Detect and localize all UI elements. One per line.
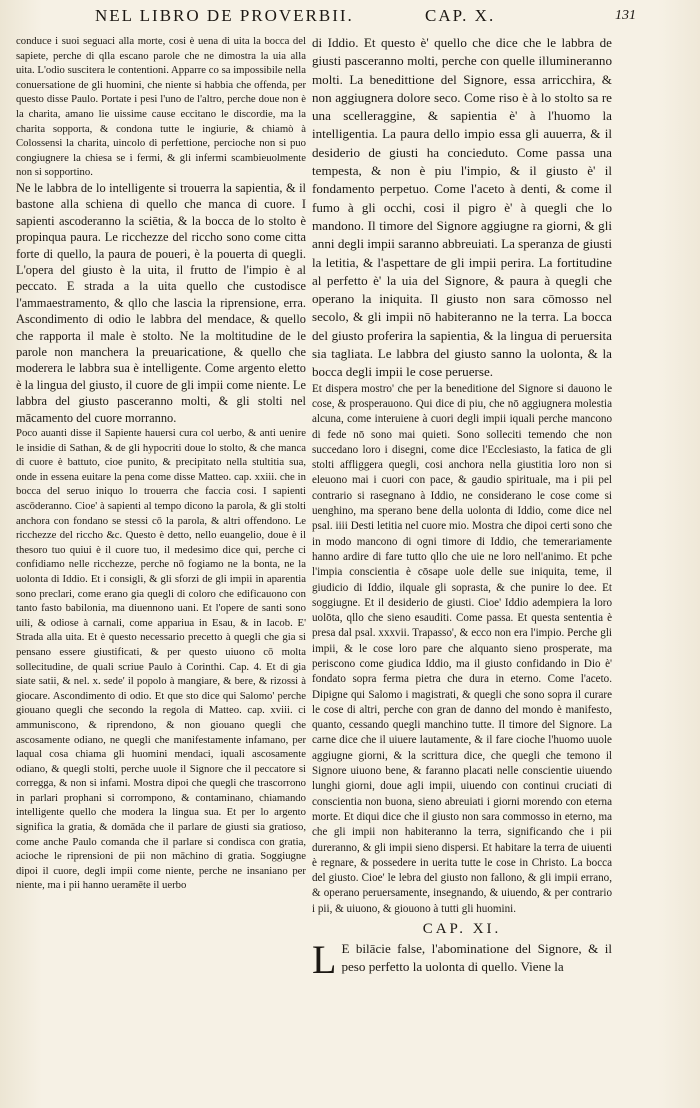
folio-number: 131: [615, 8, 636, 23]
running-title: NEL LIBRO DE PROVERBII.: [95, 6, 354, 25]
left-commentary-paragraph-2: Poco auanti disse il Sapiente hauersi cura col uerbo, & anti uenire le insidie di Sathan, & de gli hypocriti doue lo stolto, & che manca di cuore è battuto, cioe punito, & precipitato nella stultitia sua, onde in essena euitare la pena come disse Matteo. cap. xxiii. che in bocca del seruo iniquo lo trouerra che faccia cosi. I sapienti ascōderanno. Cioe' à sapienti al tempo dicono la parola, & gli stolti anchora con fondano se stessi cō la parola, & altri offendono. Le ricchezze del riccho &c. Questo è detto, nello euangelio, doue è il thesoro tuo quiui è il cuore tuo, il medesimo dice qui, perche ci confidiamo nelle ricchezze, perche nō fogiamo ne la bonta, ne la uolonta di Iddio. Et i consigli, & gli sforzi de gli impii in aparentia sono preclari, come erano gia quegli di coloro che edificauono con tanto fasto babilonia, ma diuennono uani. Et l'opere de santi sono uili, & odiose à carnali, come appariua in Esau, & in Iacob. E' Strada alla uita. Et è questo necessario precetto à quegli che gia si pensano essere giustificati, & per questo uiuono cō molta sollecitudine, de quali scriue Paulo à Corinthi. Cap. 4. Et di gia siate satii, & nel. x. sede' il popolo à mangiare, & bere, & rizossi à giocare. Ascondimento di odio. Et que sto dice qui Salomo' perche giouano quegli che secondo la regola di Matteo. cap. xviii. ci ammuniscono, & riprendono, & non giouano quegli che ascosamente odiano, ne quegli che manifestamente infamano, per laqual cosa chiama gli huomini mendaci, iquali ascosamente odiano, & quegli stolti, perche uuole il Signore che il peccatore si corregga, & non si infami. Mostra dipoi che quegli che trascorrono in parlari prophani si corrompono, & contaminano, chiamando intelligente quello che modera la lingua sua. Et per lo argento significa la gratia, & domāda che il parlare de giusti sia gratioso, come anche Paulo comanda che il parlare si condisca con gratia, acioche le riprensioni de pii non māchino di gratia. Soggiugne dipoi il cuore, degli impii come niente, perche ne insaniano per niente, ma i pii hanno ueramēte il uerbo: [16, 427, 306, 892]
right-column: [312, 34, 612, 1094]
left-scripture-paragraph: Ne le labbra de lo intelligente si trouerra la sapientia, & il bastone alla schiena di quello che manca di cuore. I sapienti ascoderanno la sciētia, & la bocca de lo stolto è propinqua paura. Le ricchezze del riccho sono come citta forte di quello, la paura de poueri, è la pouerta di quegli. L'opera del giusto è la uita, il frutto de l'impio è al peccato. E strada a la uita quello che custodisce l'ammaestramento, & qllo che lascia la riprensione, erra. Ascondimento di odio le labbra del mendace, & quello che rapporta il male è stolto. Ne la moltitudine de le parole non manchera la preuaricatione, & quello che moderera le labbra sua è intelligente. Come argento eletto è la lingua del giusto, il cuore de gli impii come niente. Le labbra del giusto pasceranno molti, & gli stolti nel mācamento del cuore morranno.: [16, 180, 306, 425]
left-commentary-paragraph-1: conduce i suoi seguaci alla morte, cosi è uena di uita la bocca del sapiete, perche di qlla escano parole che ne dimostra la uia alla uita. L'odio suscitera le contentioni. Apparre co sa impossibile nella conuersatione de gli huomini, che niente si habbia che offenda, per questo disse Paulo. Portate i pesi l'uno de l'altro, perche doue non è la charita, amano lie uissime cause eccitano le discordie, ma la charita sopporta, & condona tutte le ingiurie, & chiamò à Colossensi la charita, uincolo di perfettione, percioche non si puo congiugnere la chiesa se i fermi, & gli infermi scambieuolmente non si sopportino.: [16, 35, 306, 179]
left-column: [16, 34, 306, 1094]
chapter-heading: CAP. XI.: [422, 921, 502, 938]
drop-cap: L: [312, 937, 337, 983]
running-head: [95, 6, 636, 32]
right-scripture-paragraph: di Iddio. Et questo è' quello che dice che le labbra de giusti pasceranno molti, perche con quelle illumineranno molti. La benedittione del Signore, essa arricchira, & non aggiugnera dolore seco. Come riso è à lo stolto sa re una scelleraggine, & sapientia è' à l'huomo la intelligentia. La paura dello impio essa gli auuerra, & il desiderio de giusti ha concieduto. Come passa una tempesta, & non è piu l'impio, & il giusto è' il fondamento perpetuo. Come l'aceto à denti, & come il fumo à gli occhi, cosi il pigro è' à quegli che lo mandono. Il timore del Signore aggiugne ra giorni, & gli anni degli impii saranno abbreuiati. La speranza de giusti la letitia, & l'aspettare de gli impii perira. La fortitudine al perfetto è' la uia del Signore, & paura à quegli che operano la iniquita. Il giusto non sara cōmosso nel secolo, & gli impii nō habiteranno ne la terra. La bocca del giusto proferira la sapientia, & la lingua di peruersita sia tagliata. Le labbra del giusto sanno la uolonta, & la bocca degli impii le cose peruerse.: [312, 35, 612, 380]
chapter-opening-text: E bilācie false, l'abominatione del Signore, & il peso perfetto la uolonta di quello. Viene la: [341, 941, 612, 975]
running-chapter: CAP. X.: [425, 6, 496, 25]
chapter-opening-paragraph: [312, 937, 612, 983]
right-commentary-paragraph: Et dispera mostro' che per la beneditione del Signore si dauono le cose, & prosperauono. Qui dice di piu, che nō aggiugnera molestia alcuna, come interuiene à cuori degli impii iquali perche mancono di fede nō sono mai quieti. Sono solleciti temendo che non succedano loro i disegni, come dice l'Ecclesiasto, la fatica de gli stolti affliggera quegli, cosi anchora nella giustitia loro non si eleuono mai i cuori con pace, & gaudio spirituale, ma i pii pel contrario si rasegnano à Iddio, ne considerano le cose come si uenghino, ma sperano bene della uolonta di Iddio, come dice nel psal. iiii Desti letitia nel cuore mio. Mostra che dipoi certi sono che in modo mancono di ogni timore di Iddio, che temerariamente hanno ardire di fare tutto qllo che uie ne loro nell'animo. Et pche l'impia conscientia è cōsape uole delle sue iniquita, teme, il giudicio di Iddio, ilquale gli soprasta, & che punire lo dee. Et soggiugne. Et il desiderio de giusti. Cioe' Iddio adempiera la loro uolōta, qllo che sieno esauditi. Come passa. Et questa sententia è presa dal psal. xxxvii. Trapasso', & ecco non era l'impio. Perche gli impii, & le cose loro pare che alquanto sieno prosperate, ma periscono come giudica Iddio, ma il giusto confidando in Dio è' fondato sopra ferma pietra che dura in eterno. Come l'aceto. Dipigne qui Salomo i magistrati, & quegli che sono sopra il curare le cose di altri, perche con gran de danno del mondo è manifesto, quanto, cessando quegli manchino tutte. Il timore del Signore. La carne dice che il uiuere lautamente, & il fare cioche l'huomo uuole aggiugne giorni, & la scrittura dice, che quegli che temono il Signore uiuono bene, & faranno placati nelle conscientie uiuendo lunghi giorni, doue agli impii, uiuendo con continui cruciati di conscientia non buona, sieno abreuiati i giorni morendo con eterna morte. Et diqui dice che il giusto non sara commosso in eterno, ma che gli impii non habiteranno la terra, significando che i pii dureranno, & gli impii sieno dispersi. Et habitare la terra de uiuenti è regnare, & possedere in uerita tutte le cose in Christo. La bocca del giusto. Cioe' le lebra del giusto non fallono, & gli impii errano, & operano peruersamente, insegnando, & uiuendo, & per contrario i pii, & uiuono, & giouono à tutti gli huomini.: [312, 382, 612, 915]
